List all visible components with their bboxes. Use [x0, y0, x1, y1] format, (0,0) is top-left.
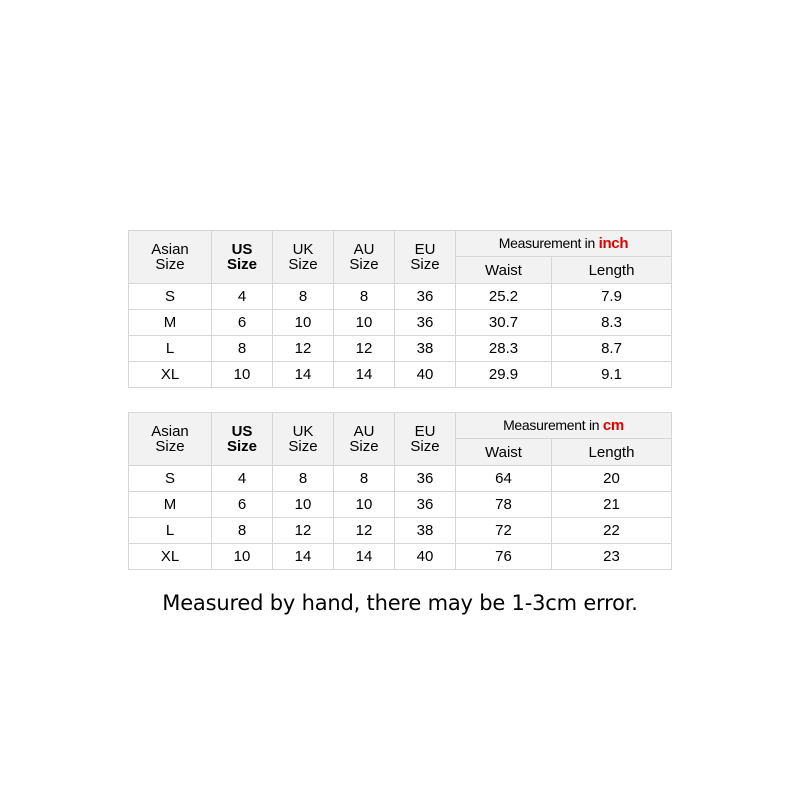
table-row: S 4 8 8 36 25.2 7.9	[129, 284, 672, 310]
unit-label: cm	[602, 417, 624, 434]
header-eu-size: EU Size	[395, 413, 456, 466]
header-us-size: US Size	[212, 231, 273, 284]
header-measurement: Measurement in inch	[456, 231, 672, 257]
header-uk-size: UK Size	[273, 231, 334, 284]
header-eu-size: EU Size	[395, 231, 456, 284]
table-row: L 8 12 12 38 28.3 8.7	[129, 336, 672, 362]
table-row: S 4 8 8 36 64 20	[129, 466, 672, 492]
table-row: XL 10 14 14 40 29.9 9.1	[129, 362, 672, 388]
header-asian-size: Asian Size	[129, 231, 212, 284]
measurement-note: Measured by hand, there may be 1-3cm error.	[162, 591, 638, 615]
table-row: L 8 12 12 38 72 22	[129, 518, 672, 544]
size-table-cm	[128, 412, 672, 570]
header-au-size: AU Size	[334, 413, 395, 466]
header-waist: Waist	[456, 257, 552, 284]
header-waist: Waist	[456, 439, 552, 466]
header-asian-size: Asian Size	[129, 413, 212, 466]
header-au-size: AU Size	[334, 231, 395, 284]
header-length: Length	[552, 257, 672, 284]
table-row: M 6 10 10 36 78 21	[129, 492, 672, 518]
header-measurement: Measurement in cm	[456, 413, 672, 439]
table-row: M 6 10 10 36 30.7 8.3	[129, 310, 672, 336]
header-us-size: US Size	[212, 413, 273, 466]
table-row: XL 10 14 14 40 76 23	[129, 544, 672, 570]
unit-label: inch	[598, 235, 629, 252]
header-length: Length	[552, 439, 672, 466]
header-uk-size: UK Size	[273, 413, 334, 466]
size-table-inch	[128, 230, 672, 388]
